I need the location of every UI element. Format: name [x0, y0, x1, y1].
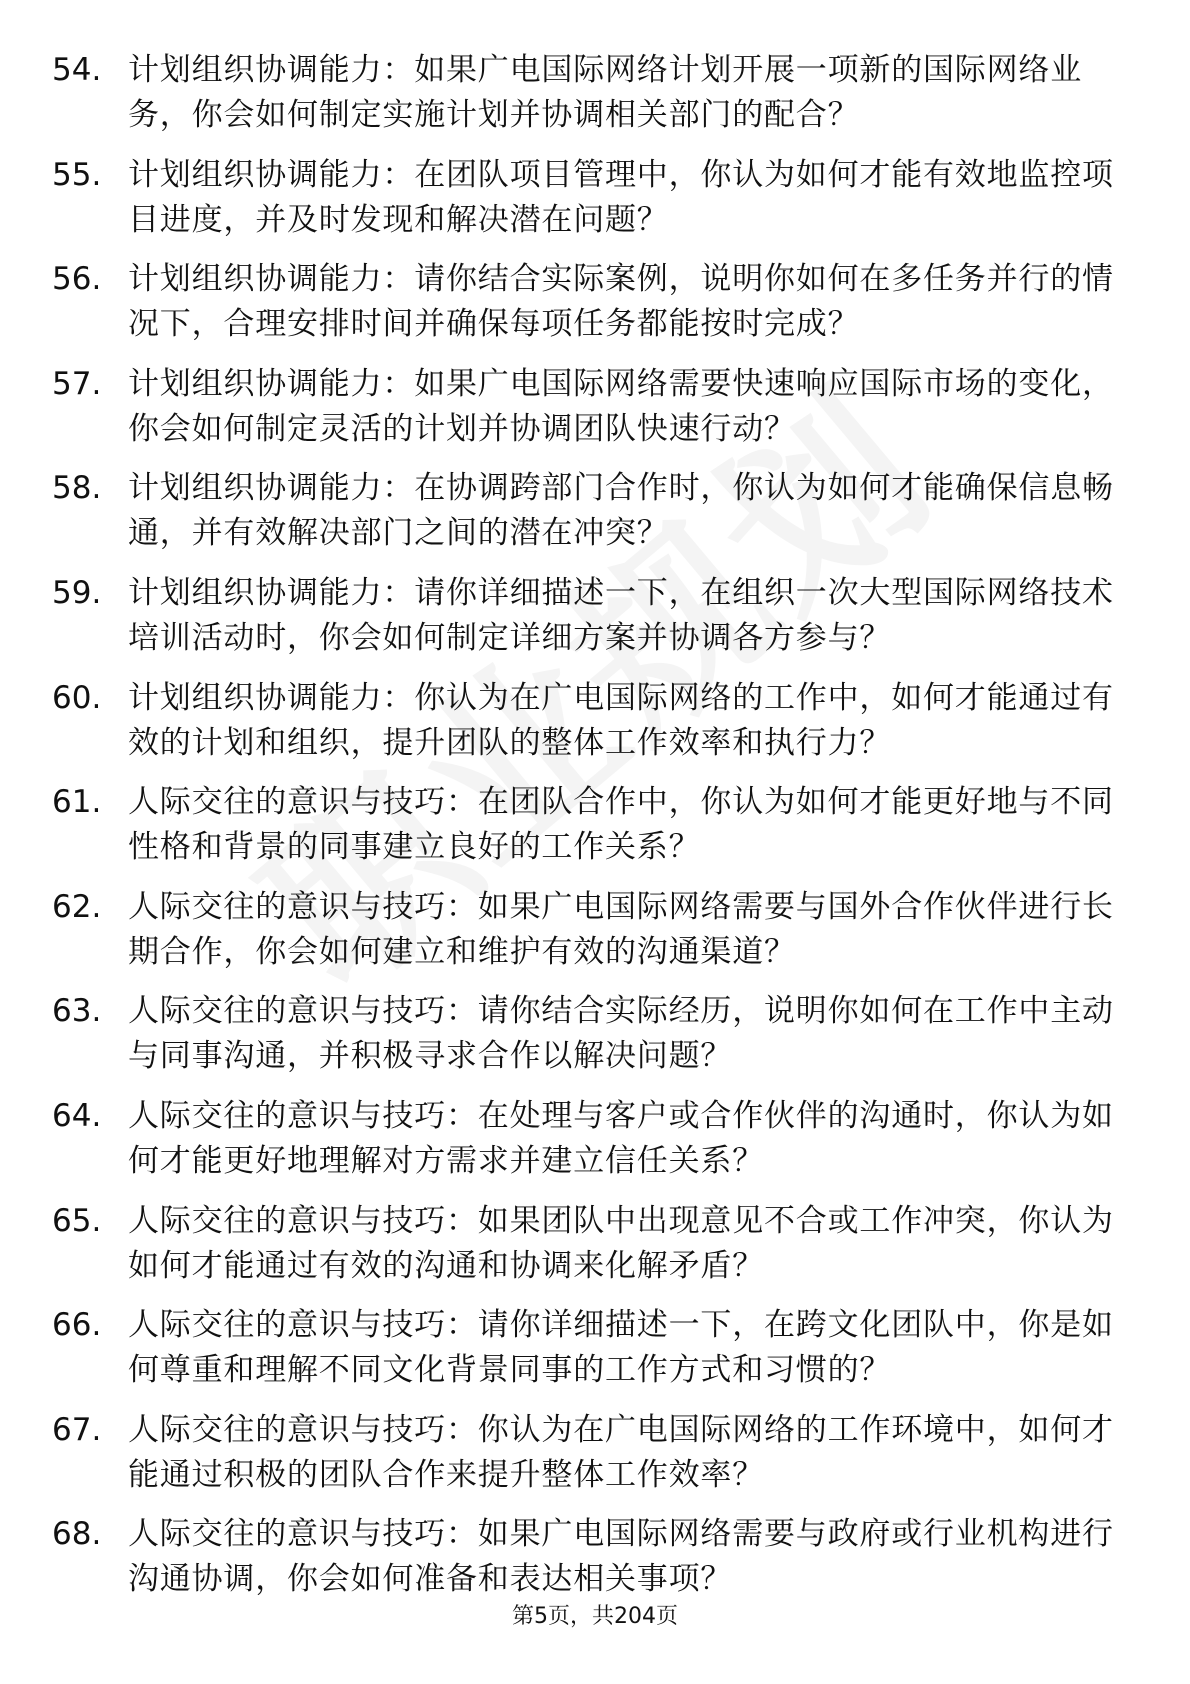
- question-number: 55.: [52, 156, 102, 193]
- question-item: [52, 362, 1142, 452]
- question-item: [52, 48, 1142, 138]
- question-number: 57.: [52, 365, 102, 402]
- question-text: 计划组织协调能力：在协调跨部门合作时，你认为如何才能确保信息畅通，并有效解决部门之间的潜在冲突？: [128, 470, 1114, 552]
- question-text: 人际交往的意识与技巧：你认为在广电国际网络的工作环境中，如何才能通过积极的团队合作来提升整体工作效率？: [128, 1411, 1114, 1493]
- question-text: 计划组织协调能力：请你结合实际案例，说明你如何在多任务并行的情况下，合理安排时间并确保每项任务都能按时完成？: [128, 261, 1114, 343]
- question-text: 人际交往的意识与技巧：如果团队中出现意见不合或工作冲突，你认为如何才能通过有效的沟通和协调来化解矛盾？: [128, 1202, 1114, 1284]
- question-text: 人际交往的意识与技巧：在处理与客户或合作伙伴的沟通时，你认为如何才能更好地理解对方需求并建立信任关系？: [128, 1097, 1114, 1179]
- question-number: 68.: [52, 1516, 102, 1553]
- question-text: 人际交往的意识与技巧：如果广电国际网络需要与政府或行业机构进行沟通协调，你会如何准备和表达相关事项？: [128, 1516, 1114, 1598]
- question-item: [52, 571, 1142, 661]
- question-number: 60.: [52, 679, 102, 716]
- question-number: 61.: [52, 784, 102, 821]
- question-number: 67.: [52, 1411, 102, 1448]
- question-item: [52, 466, 1142, 556]
- question-number: 59.: [52, 574, 102, 611]
- question-text: 计划组织协调能力：如果广电国际网络计划开展一项新的国际网络业务，你会如何制定实施计划并协调相关部门的配合？: [128, 52, 1082, 133]
- question-text: 计划组织协调能力：在团队项目管理中，你认为如何才能有效地监控项目进度，并及时发现和解决潜在问题？: [128, 156, 1114, 238]
- question-number: 56.: [52, 261, 102, 298]
- question-item: [52, 989, 1142, 1079]
- question-item: [52, 885, 1142, 975]
- question-item: [52, 780, 1142, 870]
- question-item: [52, 1408, 1142, 1498]
- question-text: 人际交往的意识与技巧：请你详细描述一下，在跨文化团队中，你是如何尊重和理解不同文化背景同事的工作方式和习惯的？: [128, 1307, 1114, 1389]
- question-item: [52, 1512, 1142, 1602]
- question-text: 人际交往的意识与技巧：请你结合实际经历，说明你如何在工作中主动与同事沟通，并积极寻求合作以解决问题？: [128, 993, 1114, 1075]
- question-number: 62.: [52, 888, 102, 925]
- question-item: [52, 153, 1142, 243]
- question-item: [52, 1199, 1142, 1289]
- question-text: 计划组织协调能力：请你详细描述一下，在组织一次大型国际网络技术培训活动时，你会如何制定详细方案并协调各方参与？: [128, 574, 1114, 656]
- question-number: 58.: [52, 470, 102, 507]
- question-item: [52, 257, 1142, 347]
- question-item: [52, 676, 1142, 766]
- question-text: 计划组织协调能力：你认为在广电国际网络的工作中，如何才能通过有效的计划和组织，提升团队的整体工作效率和执行力？: [128, 679, 1114, 761]
- question-number: 54.: [52, 52, 102, 88]
- question-item: [52, 1094, 1142, 1184]
- question-text: 计划组织协调能力：如果广电国际网络需要快速响应国际市场的变化，你会如何制定灵活的计划并协调团队快速行动？: [128, 365, 1114, 447]
- page-footer: 第5页，共204页: [512, 1604, 678, 1629]
- question-number: 65.: [52, 1202, 102, 1239]
- question-number: 63.: [52, 993, 102, 1030]
- question-number: 64.: [52, 1097, 102, 1134]
- question-text: 人际交往的意识与技巧：在团队合作中，你认为如何才能更好地与不同性格和背景的同事建立良好的工作关系？: [128, 784, 1114, 866]
- question-list: [52, 48, 1142, 1617]
- question-text: 人际交往的意识与技巧：如果广电国际网络需要与国外合作伙伴进行长期合作，你会如何建立和维护有效的沟通渠道？: [128, 888, 1114, 970]
- question-number: 66.: [52, 1307, 102, 1344]
- question-item: [52, 1303, 1142, 1393]
